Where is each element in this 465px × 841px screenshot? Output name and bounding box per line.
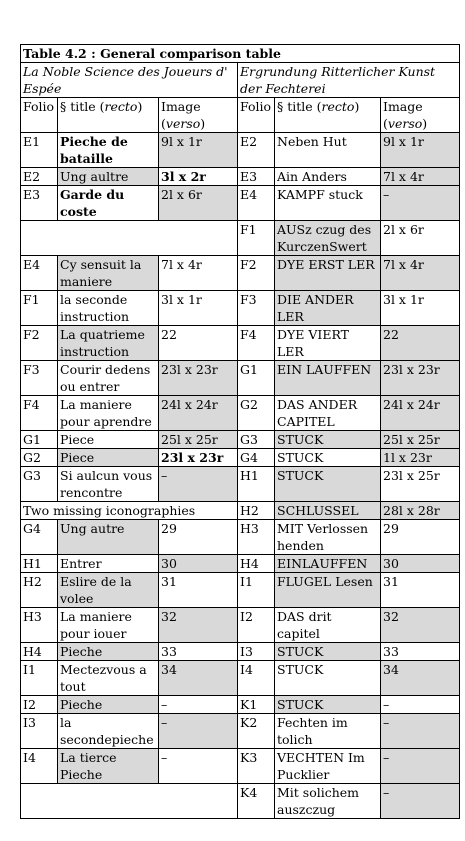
- right-title: EINLAUFFEN: [275, 555, 381, 573]
- right-title: VECHTEN Im Pucklier: [275, 749, 381, 784]
- table-row: [21, 186, 460, 221]
- left-folio: I3: [21, 714, 58, 749]
- table-row: [21, 396, 460, 431]
- right-folio: K2: [238, 714, 275, 749]
- header-image-left: [159, 98, 238, 133]
- table-row: [21, 749, 460, 784]
- right-title: DAS drit capitel: [275, 608, 381, 643]
- left-image: 32: [159, 608, 238, 643]
- left-image: 3l x 1r: [159, 291, 238, 326]
- left-folio: E1: [21, 133, 58, 168]
- header-title-prefix: § title (: [277, 99, 322, 114]
- right-title: DIE ANDER LER: [275, 291, 381, 326]
- right-image: 22: [381, 326, 460, 361]
- left-title: la secondepieche: [58, 714, 159, 749]
- right-folio: I2: [238, 608, 275, 643]
- right-folio: K4: [238, 784, 275, 819]
- left-folio: F3: [21, 361, 58, 396]
- left-image: –: [159, 696, 238, 714]
- right-title: Neben Hut: [275, 133, 381, 168]
- table-row: [21, 256, 460, 291]
- empty-left-cell: [21, 221, 238, 256]
- empty-left-cell: [21, 784, 238, 819]
- left-title: Entrer: [58, 555, 159, 573]
- left-image: –: [159, 467, 238, 502]
- right-title: STUCK: [275, 431, 381, 449]
- left-title: Piece: [58, 431, 159, 449]
- left-title: Pieche de bataille: [58, 133, 159, 168]
- table-row: [21, 502, 460, 520]
- right-image: 7l x 4r: [381, 168, 460, 186]
- left-folio: F2: [21, 326, 58, 361]
- right-folio: G2: [238, 396, 275, 431]
- right-image: –: [381, 186, 460, 221]
- left-title: Courir dedens ou entrer: [58, 361, 159, 396]
- right-image: 2l x 6r: [381, 221, 460, 256]
- right-folio: I3: [238, 643, 275, 661]
- header-title-left: [58, 98, 159, 133]
- work-title-right: Ergrundung Ritterlicher Kunst der Fechterei: [238, 63, 460, 98]
- left-folio: E2: [21, 168, 58, 186]
- left-image: 22: [159, 326, 238, 361]
- table-row: [21, 555, 460, 573]
- left-title: Mectezvous a tout: [58, 661, 159, 696]
- work-title-row: [21, 63, 460, 98]
- table-row: [21, 573, 460, 608]
- header-image-right: [381, 98, 460, 133]
- right-folio: H2: [238, 502, 275, 520]
- right-folio: F1: [238, 221, 275, 256]
- right-folio: H3: [238, 520, 275, 555]
- right-image: 29: [381, 520, 460, 555]
- right-image: 33: [381, 643, 460, 661]
- table-row: [21, 449, 460, 467]
- left-folio: E3: [21, 186, 58, 221]
- left-image: 2l x 6r: [159, 186, 238, 221]
- left-image: 3l x 2r: [159, 168, 238, 186]
- right-title: AUSz czug des KurczenSwert: [275, 221, 381, 256]
- table-row: [21, 431, 460, 449]
- left-image: 23l x 23r: [159, 449, 238, 467]
- left-image: 29: [159, 520, 238, 555]
- right-image: –: [381, 714, 460, 749]
- header-image-label: Image: [161, 99, 201, 114]
- right-image: 28l x 28r: [381, 502, 460, 520]
- right-image: 32: [381, 608, 460, 643]
- column-header-row: [21, 98, 460, 133]
- left-title: Cy sensuit la maniere: [58, 256, 159, 291]
- table-row: [21, 168, 460, 186]
- right-folio: F3: [238, 291, 275, 326]
- left-image: –: [159, 714, 238, 749]
- left-image: 9l x 1r: [159, 133, 238, 168]
- header-image-verso-open: (: [383, 116, 388, 131]
- left-title: La quatrieme instruction: [58, 326, 159, 361]
- right-image: 25l x 25r: [381, 431, 460, 449]
- left-folio: G4: [21, 520, 58, 555]
- left-image: 23l x 23r: [159, 361, 238, 396]
- right-image: 23l x 23r: [381, 361, 460, 396]
- table-row: [21, 608, 460, 643]
- left-title: Si aulcun vous rencontre: [58, 467, 159, 502]
- left-title: Ung autre: [58, 520, 159, 555]
- right-folio: G4: [238, 449, 275, 467]
- table-row: [21, 520, 460, 555]
- right-image: 30: [381, 555, 460, 573]
- left-image: 30: [159, 555, 238, 573]
- header-image-verso-open: (: [161, 116, 166, 131]
- table-row: [21, 326, 460, 361]
- right-folio: I1: [238, 573, 275, 608]
- right-image: –: [381, 749, 460, 784]
- left-folio: I4: [21, 749, 58, 784]
- table-row: [21, 784, 460, 819]
- right-image: 3l x 1r: [381, 291, 460, 326]
- left-folio: I1: [21, 661, 58, 696]
- table-row: [21, 714, 460, 749]
- left-title: La maniere pour aprendre: [58, 396, 159, 431]
- right-image: 9l x 1r: [381, 133, 460, 168]
- right-folio: K3: [238, 749, 275, 784]
- header-image-verso: verso: [387, 116, 423, 131]
- right-image: –: [381, 784, 460, 819]
- right-title: EIN LAUFFEN: [275, 361, 381, 396]
- right-title: DYE ERST LER: [275, 256, 381, 291]
- right-folio: E4: [238, 186, 275, 221]
- right-folio: K1: [238, 696, 275, 714]
- table-row: [21, 467, 460, 502]
- left-folio: I2: [21, 696, 58, 714]
- right-title: SCHLUSSEL: [275, 502, 381, 520]
- right-title: STUCK: [275, 696, 381, 714]
- left-title: Pieche: [58, 643, 159, 661]
- left-title: Eslire de la volee: [58, 573, 159, 608]
- right-folio: G1: [238, 361, 275, 396]
- right-title: FLUGEL Lesen: [275, 573, 381, 608]
- left-image: –: [159, 749, 238, 784]
- header-title-recto: recto: [104, 99, 138, 114]
- right-folio: F4: [238, 326, 275, 361]
- header-title-suffix: ): [354, 99, 360, 114]
- missing-iconographies-note: Two missing iconographies: [21, 502, 238, 520]
- header-title-prefix: § title (: [60, 99, 105, 114]
- table-title-row: [21, 45, 460, 63]
- header-title-right: [275, 98, 381, 133]
- left-folio: G1: [21, 431, 58, 449]
- left-image: 34: [159, 661, 238, 696]
- left-title: La tierce Pieche: [58, 749, 159, 784]
- right-image: 1l x 23r: [381, 449, 460, 467]
- right-folio: E3: [238, 168, 275, 186]
- left-image: 25l x 25r: [159, 431, 238, 449]
- right-image: 23l x 25r: [381, 467, 460, 502]
- header-image-label: Image: [383, 99, 423, 114]
- header-image-verso: verso: [165, 116, 201, 131]
- right-folio: G3: [238, 431, 275, 449]
- right-title: Ain Anders: [275, 168, 381, 186]
- right-title: KAMPF stuck: [275, 186, 381, 221]
- right-image: 31: [381, 573, 460, 608]
- left-title: Pieche: [58, 696, 159, 714]
- header-image-verso-close: ): [200, 116, 206, 131]
- table-title: Table 4.2 : General comparison table: [21, 45, 460, 63]
- right-title: STUCK: [275, 467, 381, 502]
- table-row: [21, 661, 460, 696]
- left-image: 31: [159, 573, 238, 608]
- left-folio: E4: [21, 256, 58, 291]
- header-folio-left: Folio: [21, 98, 58, 133]
- header-image-verso-close: ): [422, 116, 428, 131]
- header-title-suffix: ): [137, 99, 143, 114]
- left-title: Piece: [58, 449, 159, 467]
- right-image: 7l x 4r: [381, 256, 460, 291]
- left-folio: G2: [21, 449, 58, 467]
- right-title: STUCK: [275, 643, 381, 661]
- header-folio-right: Folio: [238, 98, 275, 133]
- table-row: [21, 696, 460, 714]
- right-title: STUCK: [275, 661, 381, 696]
- header-title-recto: recto: [321, 99, 355, 114]
- right-title: DYE VIERT LER: [275, 326, 381, 361]
- left-image: 24l x 24r: [159, 396, 238, 431]
- right-title: STUCK: [275, 449, 381, 467]
- work-title-left: La Noble Science des Joueurs d' Espée: [21, 63, 238, 98]
- table-row: [21, 133, 460, 168]
- table-row: [21, 291, 460, 326]
- left-folio: H1: [21, 555, 58, 573]
- right-title: Mit solichem auszczug: [275, 784, 381, 819]
- right-image: 24l x 24r: [381, 396, 460, 431]
- right-image: –: [381, 696, 460, 714]
- right-folio: E2: [238, 133, 275, 168]
- left-title: la seconde instruction: [58, 291, 159, 326]
- right-folio: H4: [238, 555, 275, 573]
- left-folio: H2: [21, 573, 58, 608]
- left-folio: H3: [21, 608, 58, 643]
- table-row: [21, 643, 460, 661]
- left-image: 33: [159, 643, 238, 661]
- right-title: DAS ANDER CAPITEL: [275, 396, 381, 431]
- right-folio: I4: [238, 661, 275, 696]
- table-row: [21, 361, 460, 396]
- left-folio: G3: [21, 467, 58, 502]
- table-row: [21, 221, 460, 256]
- comparison-table: [20, 44, 460, 819]
- right-title: Fechten im tolich: [275, 714, 381, 749]
- left-title: Ung aultre: [58, 168, 159, 186]
- left-image: 7l x 4r: [159, 256, 238, 291]
- right-folio: F2: [238, 256, 275, 291]
- left-folio: F4: [21, 396, 58, 431]
- left-folio: F1: [21, 291, 58, 326]
- left-title: La maniere pour iouer: [58, 608, 159, 643]
- right-image: 34: [381, 661, 460, 696]
- left-title: Garde du coste: [58, 186, 159, 221]
- left-folio: H4: [21, 643, 58, 661]
- right-title: MIT Verlossen henden: [275, 520, 381, 555]
- right-folio: H1: [238, 467, 275, 502]
